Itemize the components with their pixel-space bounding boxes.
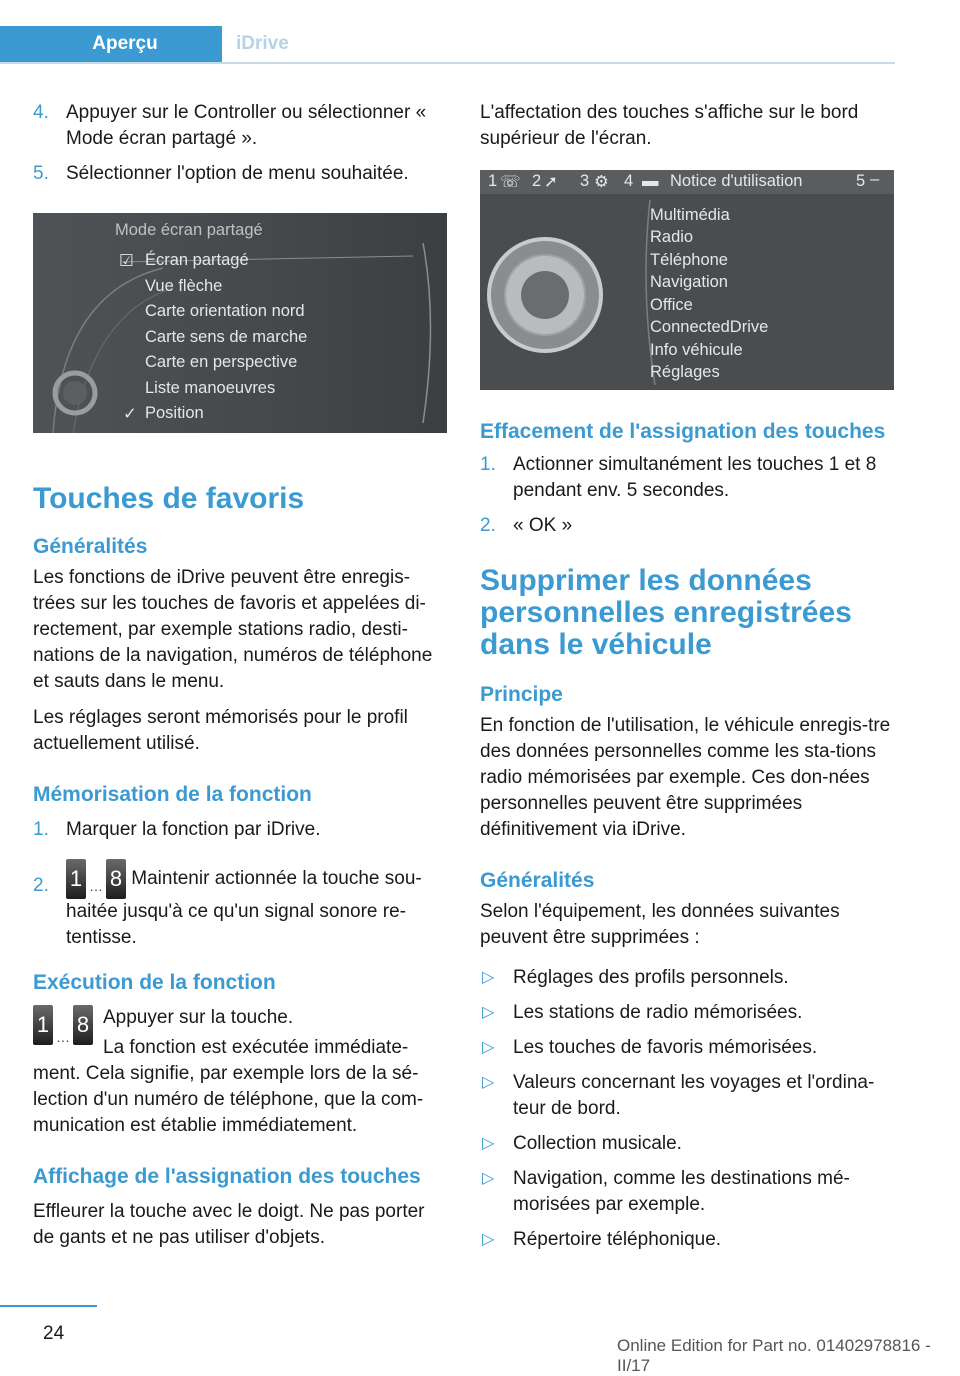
screen2-tab: 5 — [856, 172, 866, 190]
key-1-icon: 1 — [66, 859, 86, 899]
triangle-bullet-icon: ▷ — [482, 1039, 495, 1056]
paragraph: Les réglages seront mémorisés pour le profil actuellement utilisé. — [33, 707, 408, 754]
paragraph: L'affectation des touches s'affiche sur le bord supérieur de l'écran. — [480, 102, 859, 149]
list-item — [480, 513, 895, 539]
screen2-item: Réglages — [650, 363, 720, 381]
ellipsis: … — [56, 1029, 70, 1045]
heading-principe: Principe — [480, 683, 563, 706]
screen2-tab: 3 — [580, 172, 590, 190]
paragraph: La fonction est exécutée immédiate-ment. Cela signifie, par exemple lors de la sé-lection d'un numéro de téléphone, que la com-munication est établie immédiatement. — [33, 1037, 424, 1136]
list-item — [480, 1131, 895, 1157]
screen2-tab: 1 — [488, 172, 498, 190]
bullet-text: Collection musicale. — [513, 1133, 682, 1154]
list-item — [33, 161, 448, 187]
screen1-item: Vue flèche — [145, 277, 223, 295]
triangle-bullet-icon: ▷ — [482, 1231, 495, 1248]
bullet-text: Valeurs concernant les voyages et l'ordina-teur de bord. — [513, 1072, 875, 1119]
triangle-bullet-icon: ▷ — [482, 1170, 495, 1187]
heading-effacement: Effacement de l'assignation des touches — [480, 420, 886, 443]
screen2-item: Office — [650, 296, 693, 314]
bullet-text: Navigation, comme les destinations mé-morisées par exemple. — [513, 1168, 850, 1215]
screen2-item: Info véhicule — [650, 341, 743, 359]
list-item — [33, 817, 448, 843]
memo-steps — [33, 817, 448, 951]
navigation-icon: ➚ — [544, 173, 558, 191]
list-item — [480, 1227, 895, 1253]
ellipsis: … — [89, 878, 103, 894]
screen2-item: Multimédia — [650, 206, 730, 224]
screen1-item: Carte en perspective — [145, 353, 298, 371]
paragraph: En fonction de l'utilisation, le véhicule enregis-tre des données personnelles comme les sta-tions radio mémorisées par exemple. Ces don-nées personnelles peuvent être supprimées définitivement via iDrive. — [480, 715, 891, 840]
dash-icon: – — [870, 170, 880, 188]
paragraph: Les fonctions de iDrive peuvent être enregis-trées sur les touches de favoris et appelées di-rectement, par exemple stations radio, desti-nations de la navigation, numéros de téléphone et sauts dans le menu. — [33, 567, 433, 692]
step-number: 1. — [33, 819, 49, 840]
steps-list-top — [33, 100, 448, 187]
list-item — [33, 100, 448, 152]
bullet-text: Répertoire téléphonique. — [513, 1229, 722, 1250]
checkmark-icon: ✓ — [123, 405, 137, 423]
triangle-bullet-icon: ▷ — [482, 1135, 495, 1152]
heading-supprimer-donnees: Supprimer les données personnelles enregistrées dans le véhicule — [480, 564, 852, 661]
screen2-item: Navigation — [650, 273, 728, 291]
screen2-tab: 4 — [624, 172, 634, 190]
header-tabbar — [0, 26, 895, 64]
step-text: Sélectionner l'option de menu souhaitée. — [66, 163, 409, 184]
footer-rule — [0, 1305, 97, 1307]
list-item — [480, 1035, 895, 1061]
bullet-text: Les stations de radio mémorisées. — [513, 1002, 803, 1023]
screen1-title: Mode écran partagé — [115, 221, 263, 239]
favorite-keys-icon — [33, 1005, 93, 1045]
paragraph: Selon l'équipement, les données suivantes peuvent être supprimées : — [480, 901, 840, 948]
paragraph: Effleurer la touche avec le doigt. Ne pas porter de gants et ne pas utiliser d'objets. — [33, 1201, 425, 1248]
triangle-bullet-icon: ▷ — [482, 1004, 495, 1021]
tab-apercu[interactable]: Aperçu — [0, 26, 222, 62]
edition-note: Online Edition for Part no. 01402978816 - II/17 — [617, 1336, 931, 1375]
right-column — [480, 100, 895, 1263]
list-item — [33, 859, 448, 951]
step-text: « OK » — [513, 515, 573, 536]
triangle-bullet-icon: ▷ — [482, 1074, 495, 1091]
key-8-icon: 8 — [106, 859, 126, 899]
gear-icon: ⚙ — [594, 173, 609, 191]
screen1-item: Écran partagé — [145, 251, 249, 269]
key-8-icon: 8 — [73, 1005, 93, 1045]
list-item — [480, 1070, 895, 1122]
favorite-keys-screen-image — [480, 170, 894, 390]
screen2-item: ConnectedDrive — [650, 318, 769, 336]
left-column — [33, 100, 448, 1261]
step-number: 5. — [33, 163, 49, 184]
heading-affichage: Affichage de l'assignation des touches — [33, 1165, 421, 1188]
screen1-item: Carte orientation nord — [145, 302, 305, 320]
bullet-text: Réglages des profils personnels. — [513, 967, 789, 988]
screen1-item: Carte sens de marche — [145, 328, 308, 346]
step-text: Actionner simultanément les touches 1 et 8 pendant env. 5 secondes. — [513, 454, 877, 501]
check-icon: ☑ — [119, 252, 134, 270]
heading-touches-favoris: Touches de favoris — [33, 482, 305, 515]
heading-generalites: Généralités — [33, 535, 148, 558]
bullet-text: Les touches de favoris mémorisées. — [513, 1037, 818, 1058]
car-icon: ▬ — [642, 172, 659, 190]
heading-generalites-right: Généralités — [480, 869, 595, 892]
triangle-bullet-icon: ▷ — [482, 969, 495, 986]
execution-block — [33, 1005, 448, 1139]
screen2-tab: Notice d'utilisation — [670, 172, 803, 190]
screen1-decor — [33, 213, 447, 433]
screen2-item: Téléphone — [650, 251, 728, 269]
screen2-item: Radio — [650, 228, 694, 246]
step-text: Appuyer sur le Controller ou sélectionner « Mode écran partagé ». — [66, 102, 427, 149]
heading-memorisation: Mémorisation de la fonction — [33, 783, 312, 806]
list-item — [480, 965, 895, 991]
step-number: 1. — [480, 454, 496, 475]
screen1-item: Liste manoeuvres — [145, 379, 276, 397]
phone-icon: ☏ — [500, 173, 521, 191]
tab-idrive[interactable]: iDrive — [236, 33, 289, 54]
effacement-steps — [480, 452, 895, 539]
step-number: 4. — [33, 102, 49, 123]
list-item — [480, 452, 895, 504]
key-1-icon: 1 — [33, 1005, 53, 1045]
screen1-item: Position — [145, 404, 204, 422]
paragraph: Appuyer sur la touche. — [103, 1007, 294, 1028]
favorite-keys-icon — [66, 859, 126, 899]
step-text: Marquer la fonction par iDrive. — [66, 819, 321, 840]
step-number: 2. — [33, 875, 49, 896]
screen2-tab: 2 — [532, 172, 542, 190]
step-text: Maintenir actionnée la touche sou-haitée jusqu'à ce qu'un signal sonore re-tentisse. — [66, 868, 422, 948]
heading-execution: Exécution de la fonction — [33, 971, 276, 994]
page-number: 24 — [43, 1323, 65, 1344]
step-number: 2. — [480, 515, 496, 536]
list-item — [480, 1166, 895, 1218]
list-item — [480, 1000, 895, 1026]
split-screen-menu-image — [33, 213, 447, 433]
deletable-data-list — [480, 965, 895, 1253]
